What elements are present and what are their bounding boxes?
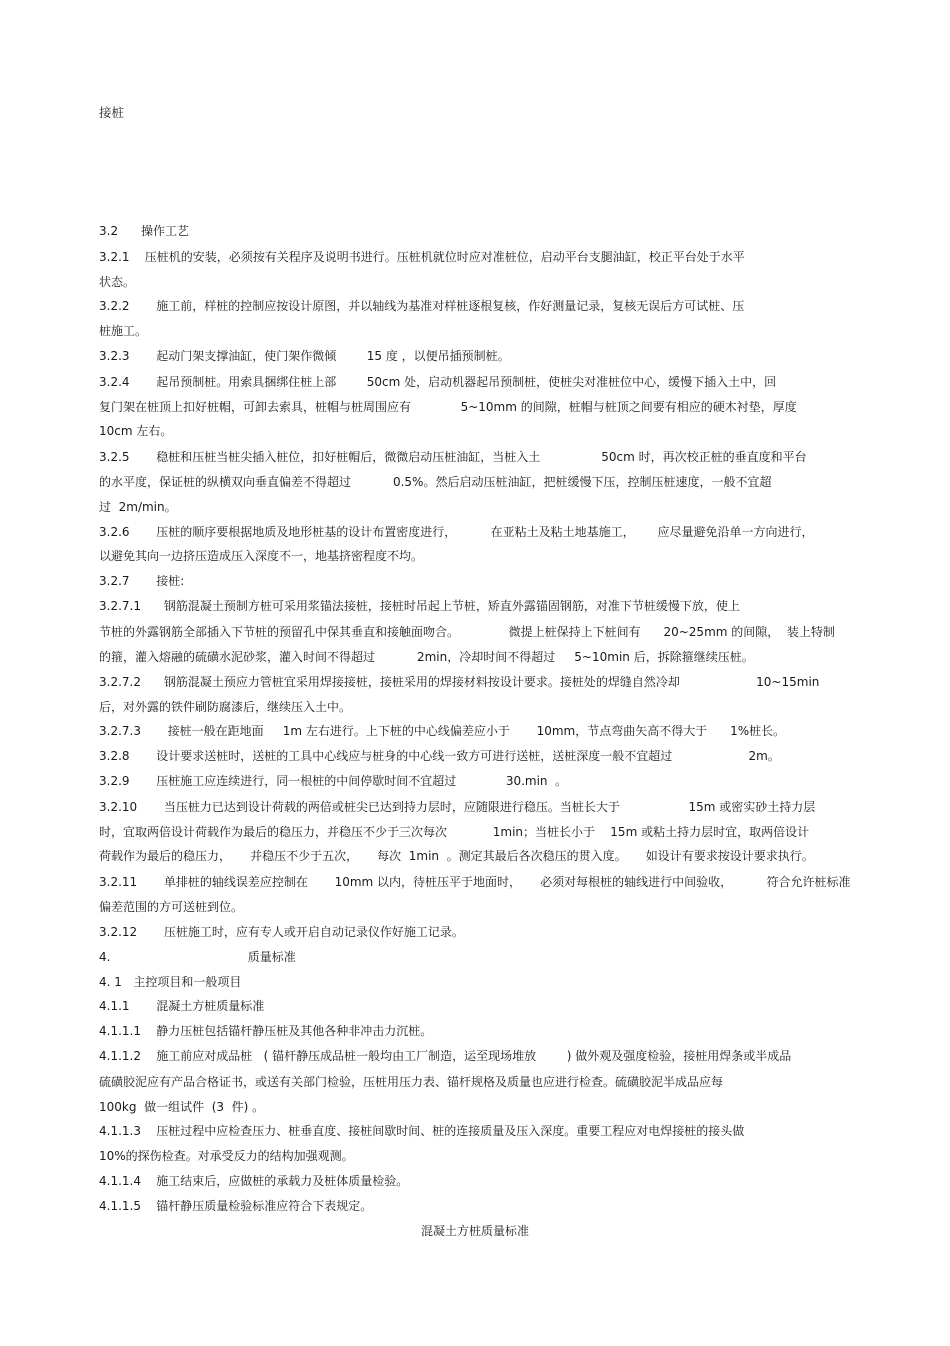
table-caption: 混凝土方桩质量标准 (420, 1224, 529, 1238)
paragraph-line: 3.2.12 压桩施工时，应有专人或开启自动记录仪作好施工记录。 (99, 925, 464, 939)
paragraph-line: 3.2.11 单排桩的轴线误差应控制在 10mm 以内，待桩压平于地面时， 必须对每根桩的轴线进行中间验收， 符合允许桩标准 (99, 875, 851, 889)
paragraph-line: 桩施工。 (99, 324, 148, 338)
paragraph-line: 3.2.5 稳桩和压桩当桩尖插入桩位，扣好桩帽后，微微启动压桩油缸，当桩入土 50cm 时，再次校正桩的垂直度和平台 (99, 450, 807, 464)
section-heading: 4.1.1 混凝土方桩质量标准 (99, 999, 265, 1013)
paragraph-line: 3.2.1 压桩机的安装，必须按有关程序及说明书进行。压桩机就位时应对准桩位，启动平台支腿油缸，校正平台处于水平 (99, 250, 745, 264)
paragraph-line: 3.2.9 压桩施工应连续进行，同一根桩的中间停歇时间不宜超过 30.min 。 (99, 774, 568, 788)
paragraph-line: 4.1.1.2 施工前应对成品桩 ( 锚杆静压成品桩一般均由工厂制造，运至现场堆放 ) 做外观及强度检验，接桩用焊条或半成品 (99, 1049, 792, 1063)
paragraph-line: 4.1.1.1 静力压桩包括锚杆静压桩及其他各种非冲击力沉桩。 (99, 1024, 433, 1038)
header-title: 接桩 (99, 105, 125, 120)
paragraph-line: 3.2.10 当压桩力已达到设计荷载的两倍或桩尖已达到持力层时，应随限进行稳压。当桩长大于 15m 或密实砂土持力层 (99, 800, 816, 814)
paragraph-line: 荷载作为最后的稳压力， 并稳压不少于五次， 每次 1min 。测定其最后各次稳压的贯入度。 如设计有要求按设计要求执行。 (99, 849, 814, 863)
paragraph-line: 3.2.3 起动门架支撑油缸，使门架作微倾 15 度 ，以便吊插预制桩。 (99, 349, 510, 363)
paragraph-line: 3.2.4 起吊预制桩。用索具捆绑住桩上部 50cm 处，启动机器起吊预制桩，使桩尖对准桩位中心，缓慢下插入土中，回 (99, 375, 777, 389)
paragraph-line: 3.2.2 施工前，样桩的控制应按设计原图，并以轴线为基准对样桩逐根复核，作好测量记录，复核无误后方可试桩、压 (99, 299, 745, 313)
paragraph-line: 3.2.6 压桩的顺序要根据地质及地形桩基的设计布置密度进行， 在亚粘土及粘土地基施工， 应尽量避免沿单一方向进行， (99, 525, 814, 539)
paragraph-line: 的水平度，保证桩的纵横双向垂直偏差不得超过 0.5%。然后启动压桩油缸，把桩缓慢下压，控制压桩速度，一般不宜超 (99, 475, 772, 489)
paragraph-line: 硫磺胶泥应有产品合格证书，或送有关部门检验，压桩用压力表、锚杆规格及质量也应进行检查。硫磺胶泥半成品应每 (99, 1075, 724, 1089)
paragraph-line: 10%的探伤检查。对承受反力的结构加强观测。 (99, 1149, 354, 1163)
paragraph-line: 偏差范围的方可送桩到位。 (99, 900, 244, 914)
paragraph-line: 3.2.7 接桩: (99, 574, 185, 588)
paragraph-line: 3.2.7.3 接桩一般在距地面 1m 左右进行。上下桩的中心线偏差应小于 10mm，节点弯曲矢高不得大于 1%桩长。 (99, 724, 786, 738)
section-heading: 4. 质量标准 (99, 950, 296, 964)
paragraph-line: 的箍，灌入熔融的硫磺水泥砂浆，灌入时间不得超过 2min，冷却时间不得超过 5~10min 后，拆除箍继续压桩。 (99, 650, 754, 664)
paragraph-line: 4.1.1.3 压桩过程中应检查压力、桩垂直度、接桩间歇时间、桩的连接质量及压入深度。重要工程应对电焊接桩的接头做 (99, 1124, 745, 1138)
section-heading: 3.2 操作工艺 (99, 224, 189, 238)
paragraph-line: 状态。 (99, 275, 136, 289)
paragraph-line: 4.1.1.5 锚杆静压质量检验标准应符合下表规定。 (99, 1199, 373, 1213)
paragraph-line: 节桩的外露钢筋全部插入下节桩的预留孔中保其垂直和接触面吻合。 微提上桩保持上下桩间有 20~25mm 的间隙， 装上特制 (99, 625, 835, 639)
paragraph-line: 10cm 左右。 (99, 424, 173, 438)
paragraph-line: 以避免其向一边挤压造成压入深度不一，地基挤密程度不均。 (99, 549, 424, 563)
paragraph-line: 3.2.8 设计要求送桩时，送桩的工具中心线应与桩身的中心线一致方可进行送桩，送桩深度一般不宜超过 2m。 (99, 749, 780, 763)
paragraph-line: 100kg 做一组试件 (3 件) 。 (99, 1100, 265, 1114)
paragraph-line: 3.2.7.2 钢筋混凝土预应力管桩宜采用焊接接桩，接桩采用的焊接材料按设计要求。接桩处的焊缝自然冷却 10~15min (99, 675, 820, 689)
paragraph-line: 4.1.1.4 施工结束后，应做桩的承载力及桩体质量检验。 (99, 1174, 409, 1188)
paragraph-line: 过 2m/min。 (99, 500, 177, 514)
section-heading: 4. 1 主控项目和一般项目 (99, 975, 242, 989)
paragraph-line: 时，宜取两倍设计荷载作为最后的稳压力，并稳压不少于三次每次 1min；当桩长小于 15m 或粘土持力层时宜，取两倍设计 (99, 825, 810, 839)
paragraph-line: 后，对外露的铁件刷防腐漆后，继续压入土中。 (99, 700, 352, 714)
paragraph-line: 3.2.7.1 钢筋混凝土预制方桩可采用浆锚法接桩，接桩时吊起上节桩，矫直外露锚固钢筋，对准下节桩缓慢下放，使上 (99, 599, 740, 613)
paragraph-line: 复门架在桩顶上扣好桩帽，可卸去索具，桩帽与桩周围应有 5~10mm 的间隙，桩帽与桩顶之间要有相应的硬木衬垫，厚度 (99, 400, 797, 414)
